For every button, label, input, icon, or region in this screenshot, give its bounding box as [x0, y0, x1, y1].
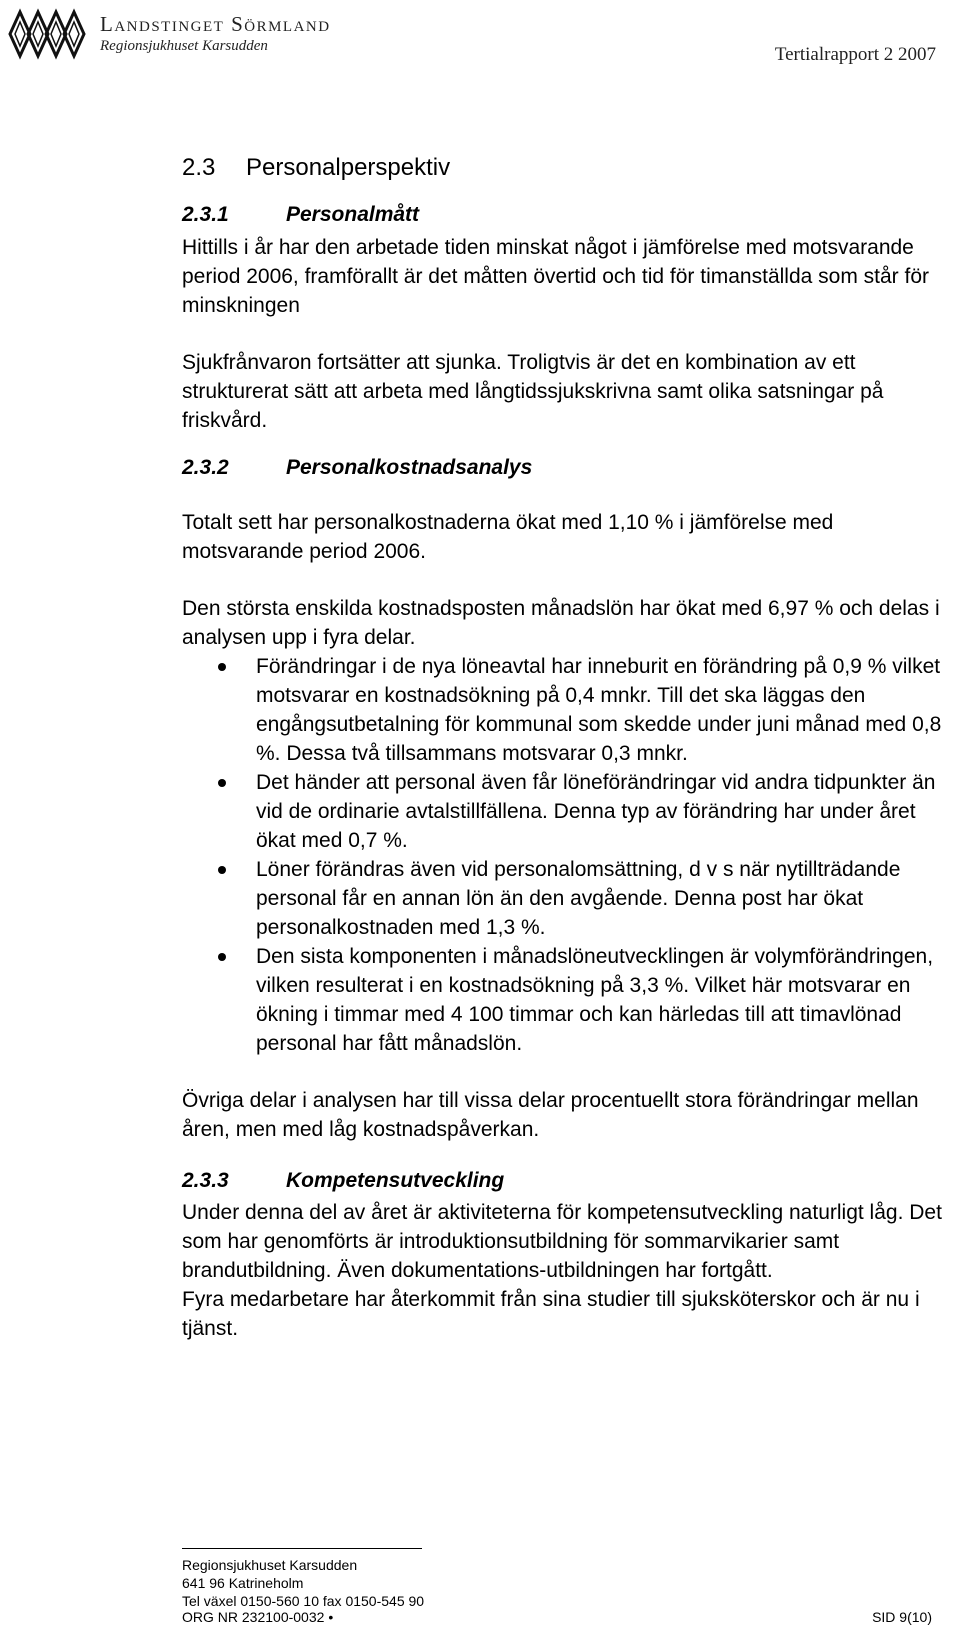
- list-item: [182, 768, 942, 855]
- document-body: [182, 153, 942, 1343]
- paragraph: Hittills i år har den arbetade tiden minskat något i jämförelse med motsvarande period 2006, framförallt är det måtten övertid och tid för timanställda som står för minskningen: [182, 236, 930, 317]
- paragraph: Under denna del av året är aktiviteterna för kompetensutveckling naturligt låg. Det som har genomförts är introduktionsutbildning för sommarvikarier samt brandutbildning. Även dokumentations-utbildningen har fortgått.: [182, 1201, 942, 1282]
- paragraph: Sjukfrånvaron fortsätter att sjunka. Troligtvis är det en kombination av ett strukturerat sätt att arbeta med långtidssjukskrivna samt olika satsningar på friskvård.: [182, 351, 884, 432]
- org-subtitle: Regionsjukhuset Karsudden: [100, 38, 268, 54]
- subsection-number: 2.3.2: [182, 456, 229, 479]
- footer-divider: [182, 1548, 422, 1549]
- subsection-heading-kompetensutveckling: [182, 1166, 942, 1196]
- paragraph: Den största enskilda kostnadsposten månadslön har ökat med 6,97 % och delas i analysen upp i fyra delar.: [182, 597, 940, 649]
- section-number: 2.3: [182, 154, 216, 181]
- org-number: ORG NR 232100-0032: [182, 1609, 325, 1625]
- list-item: [182, 652, 942, 768]
- footer-org-number: [182, 1608, 333, 1626]
- list-item: [182, 942, 942, 1058]
- paragraph: Fyra medarbetare har återkommit från sina studier till sjuksköterskor och är nu i tjänst.: [182, 1288, 920, 1340]
- subsection-heading-personalkostnadsanalys: [182, 453, 942, 483]
- paragraph: Övriga delar i analysen har till vissa delar procentuellt stora förändringar mellan åren, men med låg kostnadspåverkan.: [182, 1089, 919, 1141]
- footer-line: Tel växel 0150-560 10 fax 0150-545 90: [182, 1593, 425, 1609]
- subsection-title: Personalmått: [286, 203, 420, 226]
- bullet-list: [182, 652, 942, 1058]
- footer-line: Regionsjukhuset Karsudden: [182, 1557, 358, 1573]
- bullet-icon: [218, 953, 226, 961]
- subsection-title: Kompetensutveckling: [286, 1169, 505, 1192]
- subsection-number: 2.3.1: [182, 203, 229, 226]
- footer-line: 641 96 Katrineholm: [182, 1575, 304, 1591]
- paragraph: Totalt sett har personalkostnaderna ökat med 1,10 % i jämförelse med motsvarande period 2006.: [182, 511, 834, 563]
- bullet-icon: [218, 866, 226, 874]
- subsection-heading-personalmatt: [182, 200, 942, 230]
- subsection-number: 2.3.3: [182, 1169, 229, 1192]
- section-heading: [182, 153, 942, 183]
- list-item-text: Det händer att personal även får löneförändringar vid andra tidpunkter än vid de ordinarie avtalstillfällena. Denna typ av förändring har under året ökat med 0,7 %.: [256, 771, 936, 852]
- list-item-text: Löner förändras även vid personalomsättning, d v s när nytillträdande personal får en annan lön än den avgående. Denna post har ökat personalkostnaden med 1,3 %.: [256, 858, 901, 939]
- page-number: SID 9(10): [872, 1609, 932, 1625]
- bullet-icon: [218, 663, 226, 671]
- report-title: Tertialrapport 2 2007: [774, 44, 936, 65]
- list-item-text: Den sista komponenten i månadslöneutvecklingen är volymförändringen, vilken resulterat i en kostnadsökning på 3,3 %. Vilket här motsvarar en ökning i timmar med 4 100 timmar och kan härledas till att timavlönad personal har fått månadslön.: [256, 945, 934, 1055]
- separator-dot-icon: •: [328, 1609, 334, 1625]
- subsection-title: Personalkostnadsanalys: [286, 456, 533, 479]
- org-name: Landstinget Sörmland: [100, 12, 331, 36]
- section-title: Personalperspektiv: [246, 154, 451, 181]
- list-item-text: Förändringar i de nya löneavtal har inneburit en förändring på 0,9 % vilket motsvarar en kostnadsökning på 0,4 mnkr. Till det ska läggas den engångsutbetalning för kommunal som skedde under juni månad med 0,8 %. Dessa två tillsammans motsvarar 0,3 mnkr.: [256, 655, 942, 765]
- landsting-logo: [6, 4, 90, 62]
- bullet-icon: [218, 779, 226, 787]
- footer-address: [182, 1556, 424, 1610]
- list-item: [182, 855, 942, 942]
